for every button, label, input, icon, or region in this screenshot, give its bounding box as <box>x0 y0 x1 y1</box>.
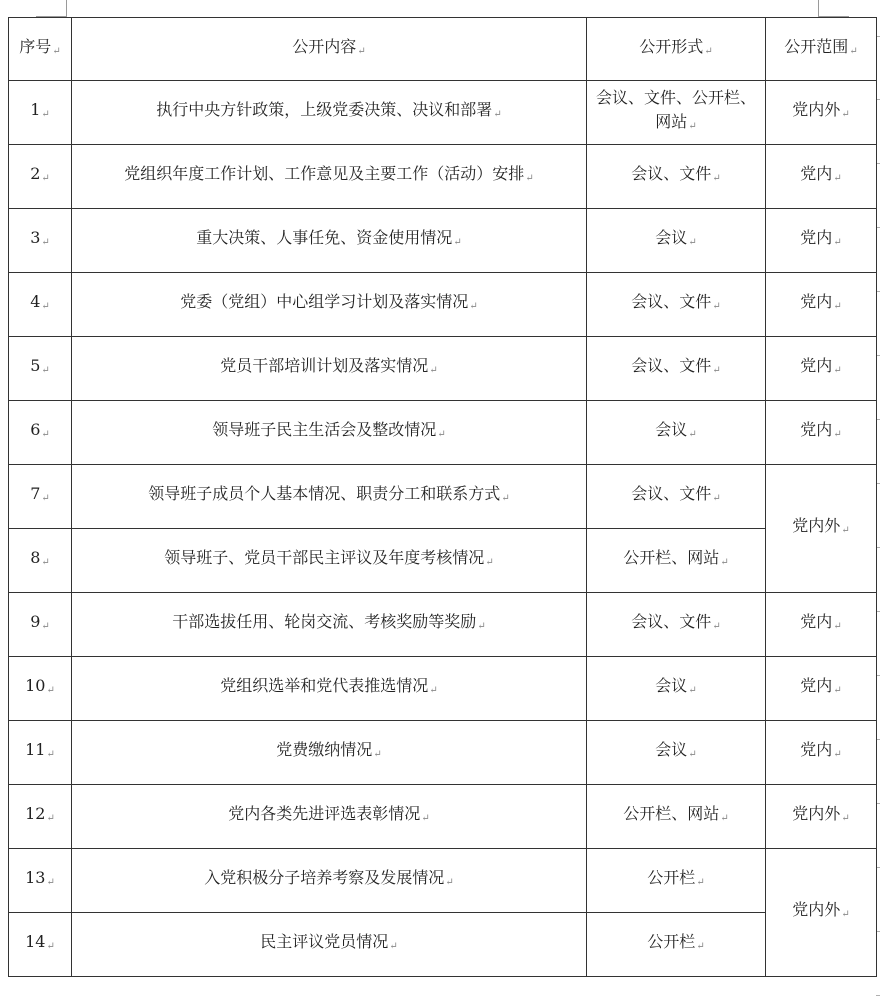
content-cell: 入党积极分子培养考察及发展情况↵ <box>72 849 587 913</box>
paragraph-mark-icon: ↵ <box>46 749 55 760</box>
paragraph-mark-icon: ↵ <box>833 173 842 184</box>
paragraph-mark-icon: ↵ <box>688 121 697 132</box>
paragraph-mark-icon: ↵ <box>833 365 842 376</box>
scope-cell: 党内↵ <box>766 401 877 465</box>
row-number-cell: 4↵ <box>9 273 72 337</box>
content-cell: 领导班子民主生活会及整改情况↵ <box>72 401 587 465</box>
table-row <box>9 849 877 913</box>
paragraph-mark-icon: ↵ <box>41 365 50 376</box>
form-cell: 会议↵ <box>587 721 766 785</box>
row-number-cell: 10↵ <box>9 657 72 721</box>
scope-cell: 党内↵ <box>766 273 877 337</box>
table-row <box>9 657 877 721</box>
paragraph-mark-icon: ↵ <box>712 365 721 376</box>
paragraph-mark-icon: ↵ <box>373 749 382 760</box>
paragraph-mark-icon: ↵ <box>833 685 842 696</box>
paragraph-mark-icon: ↵ <box>712 621 721 632</box>
paragraph-mark-icon: ↵ <box>41 237 50 248</box>
paragraph-mark-icon: ↵ <box>688 685 697 696</box>
form-cell: 会议、文件、公开栏、网站↵ <box>587 81 766 145</box>
crop-mark-top-right-vertical <box>818 0 819 17</box>
paragraph-mark-icon: ↵ <box>477 621 486 632</box>
paragraph-mark-icon: ↵ <box>429 365 438 376</box>
row-number-cell: 7↵ <box>9 465 72 529</box>
paragraph-mark-icon: ↵ <box>453 237 462 248</box>
paragraph-mark-icon: ↵ <box>469 301 478 312</box>
scope-cell: 党内↵ <box>766 145 877 209</box>
row-number-cell: 8↵ <box>9 529 72 593</box>
paragraph-mark-icon: ↵ <box>841 813 850 824</box>
paragraph-mark-icon: ↵ <box>429 685 438 696</box>
paragraph-mark-icon: ↵ <box>833 749 842 760</box>
row-number-cell: 1↵ <box>9 81 72 145</box>
scope-cell: 党内外↵ <box>766 465 877 593</box>
scope-cell: 党内↵ <box>766 337 877 401</box>
row-number-cell: 6↵ <box>9 401 72 465</box>
paragraph-mark-icon: ↵ <box>46 941 55 952</box>
paragraph-mark-icon: ↵ <box>833 429 842 440</box>
paragraph-mark-icon: ↵ <box>712 301 721 312</box>
form-cell: 公开栏↵ <box>587 913 766 977</box>
paragraph-mark-icon: ↵ <box>833 301 842 312</box>
form-cell: 会议、文件↵ <box>587 465 766 529</box>
table-row <box>9 913 877 977</box>
paragraph-mark-icon: ↵ <box>501 493 510 504</box>
content-cell: 党员干部培训计划及落实情况↵ <box>72 337 587 401</box>
paragraph-mark-icon: ↵ <box>41 557 50 568</box>
paragraph-mark-icon: ↵ <box>41 301 50 312</box>
row-number-cell: 3↵ <box>9 209 72 273</box>
content-cell: 干部选拔任用、轮岗交流、考核奖励等奖励↵ <box>72 593 587 657</box>
paragraph-mark-icon: ↵ <box>688 237 697 248</box>
crop-mark-top-left-vertical <box>66 0 67 17</box>
scope-cell: 党内↵ <box>766 657 877 721</box>
paragraph-mark-icon: ↵ <box>841 525 850 536</box>
content-cell: 党内各类先进评选表彰情况↵ <box>72 785 587 849</box>
table-row <box>9 465 877 529</box>
scope-cell: 党内外↵ <box>766 849 877 977</box>
paragraph-mark-icon: ↵ <box>849 45 858 57</box>
paragraph-mark-icon: ↵ <box>525 173 534 184</box>
paragraph-mark-icon: ↵ <box>357 45 366 57</box>
row-number-cell: 13↵ <box>9 849 72 913</box>
table-row <box>9 593 877 657</box>
paragraph-mark-icon: ↵ <box>833 237 842 248</box>
paragraph-mark-icon: ↵ <box>688 429 697 440</box>
paragraph-mark-icon: ↵ <box>720 557 729 568</box>
form-cell: 会议、文件↵ <box>587 337 766 401</box>
paragraph-mark-icon: ↵ <box>712 493 721 504</box>
paragraph-mark-icon: ↵ <box>437 429 446 440</box>
paragraph-mark-icon: ↵ <box>52 45 61 57</box>
table-row <box>9 721 877 785</box>
content-cell: 重大决策、人事任免、资金使用情况↵ <box>72 209 587 273</box>
table-header-row <box>9 18 877 81</box>
table-row <box>9 209 877 273</box>
row-number-cell: 9↵ <box>9 593 72 657</box>
row-number-cell: 14↵ <box>9 913 72 977</box>
paragraph-mark-icon: ↵ <box>46 813 55 824</box>
form-cell: 会议↵ <box>587 209 766 273</box>
paragraph-mark-icon: ↵ <box>46 685 55 696</box>
content-cell: 党组织年度工作计划、工作意见及主要工作（活动）安排↵ <box>72 145 587 209</box>
paragraph-mark-icon: ↵ <box>696 877 705 888</box>
content-cell: 领导班子成员个人基本情况、职责分工和联系方式↵ <box>72 465 587 529</box>
form-cell: 会议、文件↵ <box>587 145 766 209</box>
content-cell: 民主评议党员情况↵ <box>72 913 587 977</box>
paragraph-mark-icon: ↵ <box>841 109 850 120</box>
table-row <box>9 337 877 401</box>
paragraph-mark-icon: ↵ <box>445 877 454 888</box>
paragraph-mark-icon: ↵ <box>712 173 721 184</box>
paragraph-mark-icon: ↵ <box>493 109 502 120</box>
form-cell: 会议、文件↵ <box>587 273 766 337</box>
form-cell: 公开栏、网站↵ <box>587 529 766 593</box>
paragraph-mark-icon: ↵ <box>485 557 494 568</box>
paragraph-mark-icon: ↵ <box>41 173 50 184</box>
form-cell: 会议、文件↵ <box>587 593 766 657</box>
paragraph-mark-icon: ↵ <box>696 941 705 952</box>
table-row <box>9 785 877 849</box>
paragraph-mark-icon: ↵ <box>704 45 713 57</box>
scope-cell: 党内外↵ <box>766 785 877 849</box>
paragraph-mark-icon: ↵ <box>41 493 50 504</box>
scope-cell: 党内外↵ <box>766 81 877 145</box>
form-cell: 公开栏↵ <box>587 849 766 913</box>
paragraph-mark-icon: ↵ <box>841 909 850 920</box>
form-cell: 会议↵ <box>587 401 766 465</box>
content-cell: 党费缴纳情况↵ <box>72 721 587 785</box>
table-row <box>9 529 877 593</box>
scope-cell: 党内↵ <box>766 721 877 785</box>
header-cell-number: 序号↵ <box>9 18 72 81</box>
paragraph-mark-icon: ↵ <box>688 749 697 760</box>
row-number-cell: 11↵ <box>9 721 72 785</box>
content-cell: 党组织选举和党代表推选情况↵ <box>72 657 587 721</box>
table-row <box>9 401 877 465</box>
content-cell: 领导班子、党员干部民主评议及年度考核情况↵ <box>72 529 587 593</box>
paragraph-mark-icon: ↵ <box>720 813 729 824</box>
paragraph-mark-icon: ↵ <box>389 941 398 952</box>
paragraph-mark-icon: ↵ <box>421 813 430 824</box>
scope-cell: 党内↵ <box>766 209 877 273</box>
content-cell: 党委（党组）中心组学习计划及落实情况↵ <box>72 273 587 337</box>
table-row <box>9 273 877 337</box>
scope-cell: 党内↵ <box>766 593 877 657</box>
paragraph-mark-icon: ↵ <box>41 621 50 632</box>
table-row <box>9 145 877 209</box>
row-number-cell: 12↵ <box>9 785 72 849</box>
paragraph-mark-icon: ↵ <box>833 621 842 632</box>
content-cell: 执行中央方针政策，上级党委决策、决议和部署↵ <box>72 81 587 145</box>
header-cell-content: 公开内容↵ <box>72 18 587 81</box>
header-cell-scope: 公开范围↵ <box>766 18 877 81</box>
form-cell: 会议↵ <box>587 657 766 721</box>
paragraph-mark-icon: ↵ <box>41 109 50 120</box>
table-row <box>9 81 877 145</box>
row-number-cell: 2↵ <box>9 145 72 209</box>
disclosure-table <box>8 17 877 977</box>
row-number-cell: 5↵ <box>9 337 72 401</box>
paragraph-mark-icon: ↵ <box>41 429 50 440</box>
paragraph-mark-icon: ↵ <box>46 877 55 888</box>
form-cell: 公开栏、网站↵ <box>587 785 766 849</box>
header-cell-form: 公开形式↵ <box>587 18 766 81</box>
